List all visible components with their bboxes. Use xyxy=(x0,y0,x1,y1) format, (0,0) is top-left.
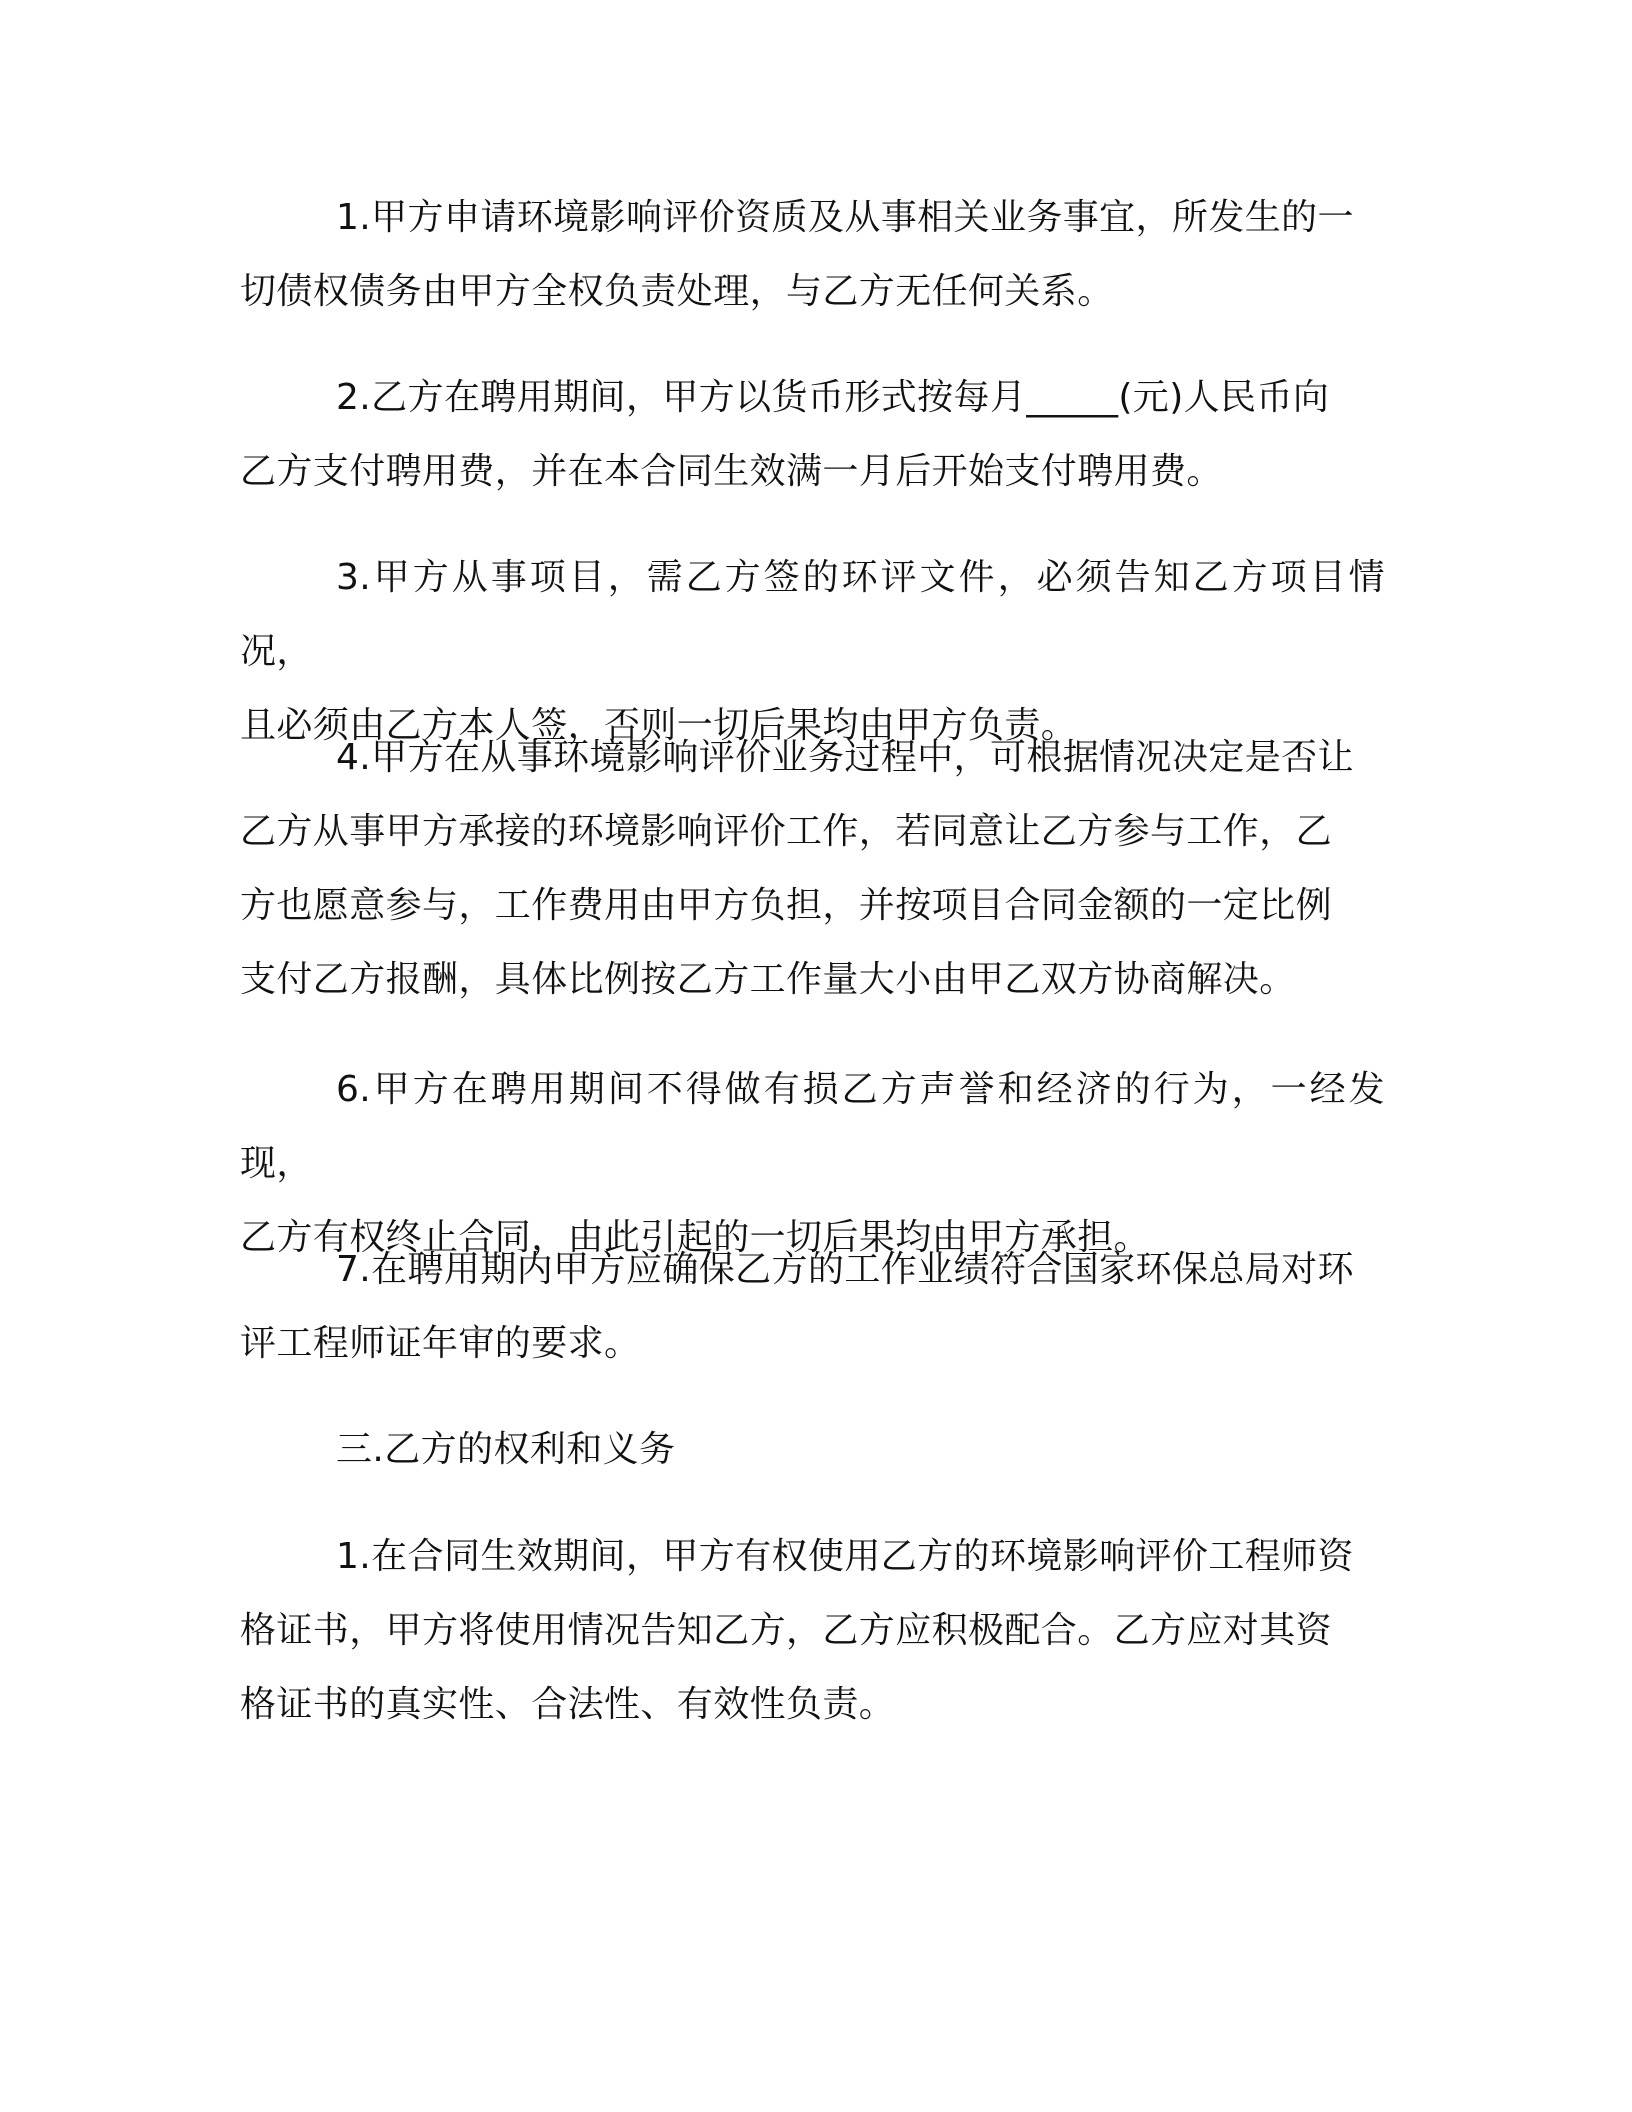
paragraph-line: 6.甲方在聘用期间不得做有损乙方声誉和经济的行为，一经发现， xyxy=(240,1069,1385,1184)
section-heading xyxy=(240,1413,1385,1487)
paragraph-line: 2.乙方在聘用期间，甲方以货币形式按每月_____(元)人民币向 xyxy=(336,377,1330,418)
paragraph-line: 格证书的真实性、合法性、有效性负责。 xyxy=(240,1684,896,1725)
clause-paragraph xyxy=(240,1520,1385,1742)
paragraph-line: 评工程师证年审的要求。 xyxy=(240,1323,641,1364)
paragraph-line: 1.在合同生效期间，甲方有权使用乙方的环境影响评价工程师资 xyxy=(336,1536,1354,1577)
paragraph-line: 4.甲方在从事环境影响评价业务过程中，可根据情况决定是否让 xyxy=(336,737,1354,778)
clause-paragraph xyxy=(240,721,1385,1017)
paragraph-line: 乙方有权终止合同，由此引起的一切后果均由甲方承担。 xyxy=(240,1217,1151,1258)
clause-paragraph xyxy=(240,361,1385,509)
clause-paragraph xyxy=(240,1233,1385,1381)
paragraph-line: 乙方从事甲方承接的环境影响评价工作，若同意让乙方参与工作，乙 xyxy=(240,811,1333,852)
paragraph-line: 切债权债务由甲方全权负责处理，与乙方无任何关系。 xyxy=(240,271,1114,312)
paragraph-line: 1.甲方申请环境影响评价资质及从事相关业务事宜，所发生的一 xyxy=(336,197,1354,238)
paragraph-line: 乙方支付聘用费，并在本合同生效满一月后开始支付聘用费。 xyxy=(240,451,1223,492)
paragraph-line: 7.在聘用期内甲方应确保乙方的工作业绩符合国家环保总局对环 xyxy=(336,1249,1354,1290)
paragraph-line: 3.甲方从事项目，需乙方签的环评文件，必须告知乙方项目情况， xyxy=(240,557,1385,672)
paragraph-line: 支付乙方报酬，具体比例按乙方工作量大小由甲乙双方协商解决。 xyxy=(240,959,1296,1000)
paragraph-line: 且必须由乙方本人签，否则一切后果均由甲方负责。 xyxy=(240,705,1078,746)
section-heading-text: 三.乙方的权利和义务 xyxy=(336,1429,676,1470)
paragraph-line: 方也愿意参与，工作费用由甲方负担，并按项目合同金额的一定比例 xyxy=(240,885,1333,926)
clause-paragraph xyxy=(240,181,1385,329)
paragraph-line: 格证书，甲方将使用情况告知乙方，乙方应积极配合。乙方应对其资 xyxy=(240,1610,1333,1651)
